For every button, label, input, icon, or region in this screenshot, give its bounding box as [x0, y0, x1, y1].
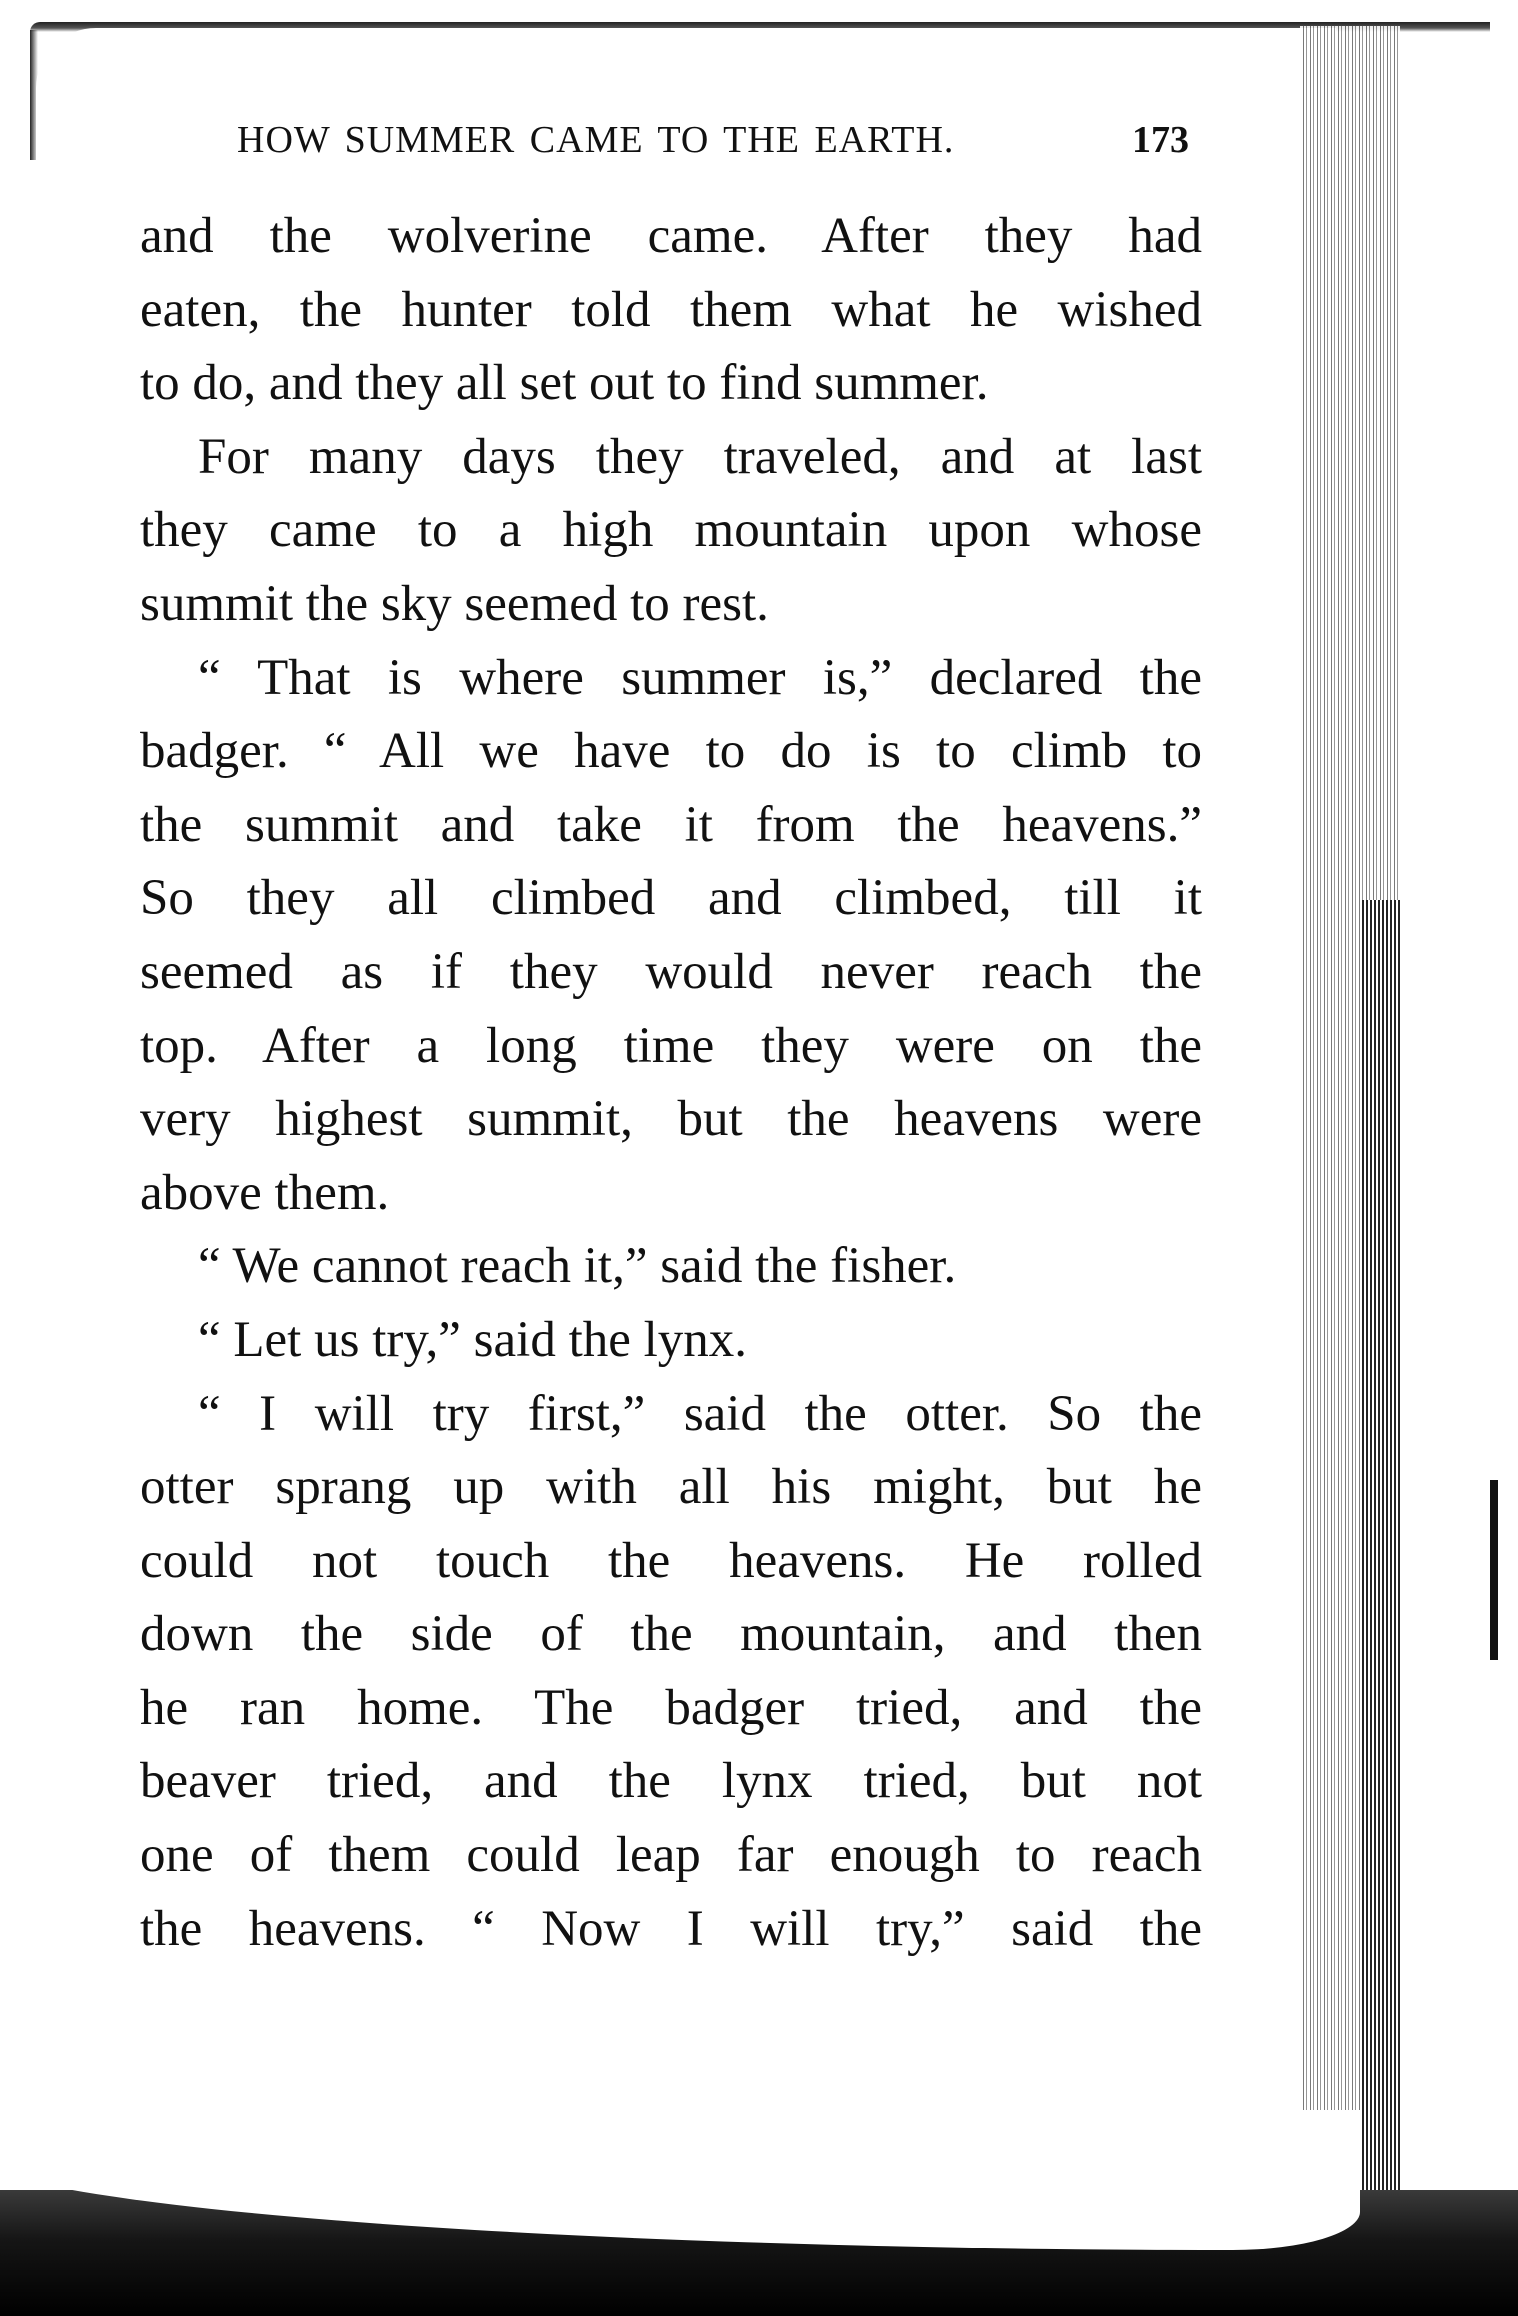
text-line: seemed as if they would never reach the	[140, 943, 1202, 1000]
text-line: “ Let us try,” said the lynx.	[198, 1311, 748, 1368]
text-line: So they all climbed and climbed, till it	[140, 870, 1202, 927]
text-line: could not touch the heavens. He rolled	[140, 1532, 1202, 1589]
text-line: “ We cannot reach it,” said the fisher.	[198, 1238, 957, 1295]
edge-mark	[1490, 1480, 1498, 1660]
text-line: above them.	[140, 1164, 390, 1221]
text-line: the heavens. “ Now I will try,” said the	[140, 1900, 1202, 1957]
text-line: eaten, the hunter told them what he wished	[140, 281, 1202, 338]
text-line: otter sprang up with all his might, but he	[140, 1459, 1202, 1516]
page-number: 173	[1132, 119, 1189, 161]
text-line: one of them could leap far enough to reach	[140, 1827, 1202, 1884]
text-line: beaver tried, and the lynx tried, but not	[140, 1753, 1202, 1810]
running-title: HOW SUMMER CAME TO THE EARTH.	[237, 119, 955, 161]
text-line: down the side of the mountain, and then	[140, 1606, 1202, 1663]
text-line: and the wolverine came. After they had	[140, 208, 1202, 264]
text-line: very highest summit, but the heavens were	[140, 1091, 1202, 1148]
text-line: “ I will try first,” said the otter. So the	[198, 1385, 1202, 1442]
text-line: the summit and take it from the heavens.”	[140, 796, 1202, 853]
text-line: summit the sky seemed to rest.	[140, 575, 769, 632]
text-line: he ran home. The badger tried, and the	[140, 1679, 1202, 1736]
text-line: badger. “ All we have to do is to climb to	[140, 723, 1202, 780]
text-line: “ That is where summer is,” declared the	[198, 649, 1202, 706]
running-head	[0, 118, 1518, 168]
text-line: to do, and they all set out to find summer.	[140, 355, 989, 412]
text-line: For many days they traveled, and at last	[198, 428, 1202, 485]
text-line: top. After a long time they were on the	[140, 1017, 1202, 1074]
page-stack-shadow	[1360, 900, 1400, 2200]
text-line: they came to a high mountain upon whose	[140, 502, 1202, 559]
body-text	[140, 200, 1202, 1966]
